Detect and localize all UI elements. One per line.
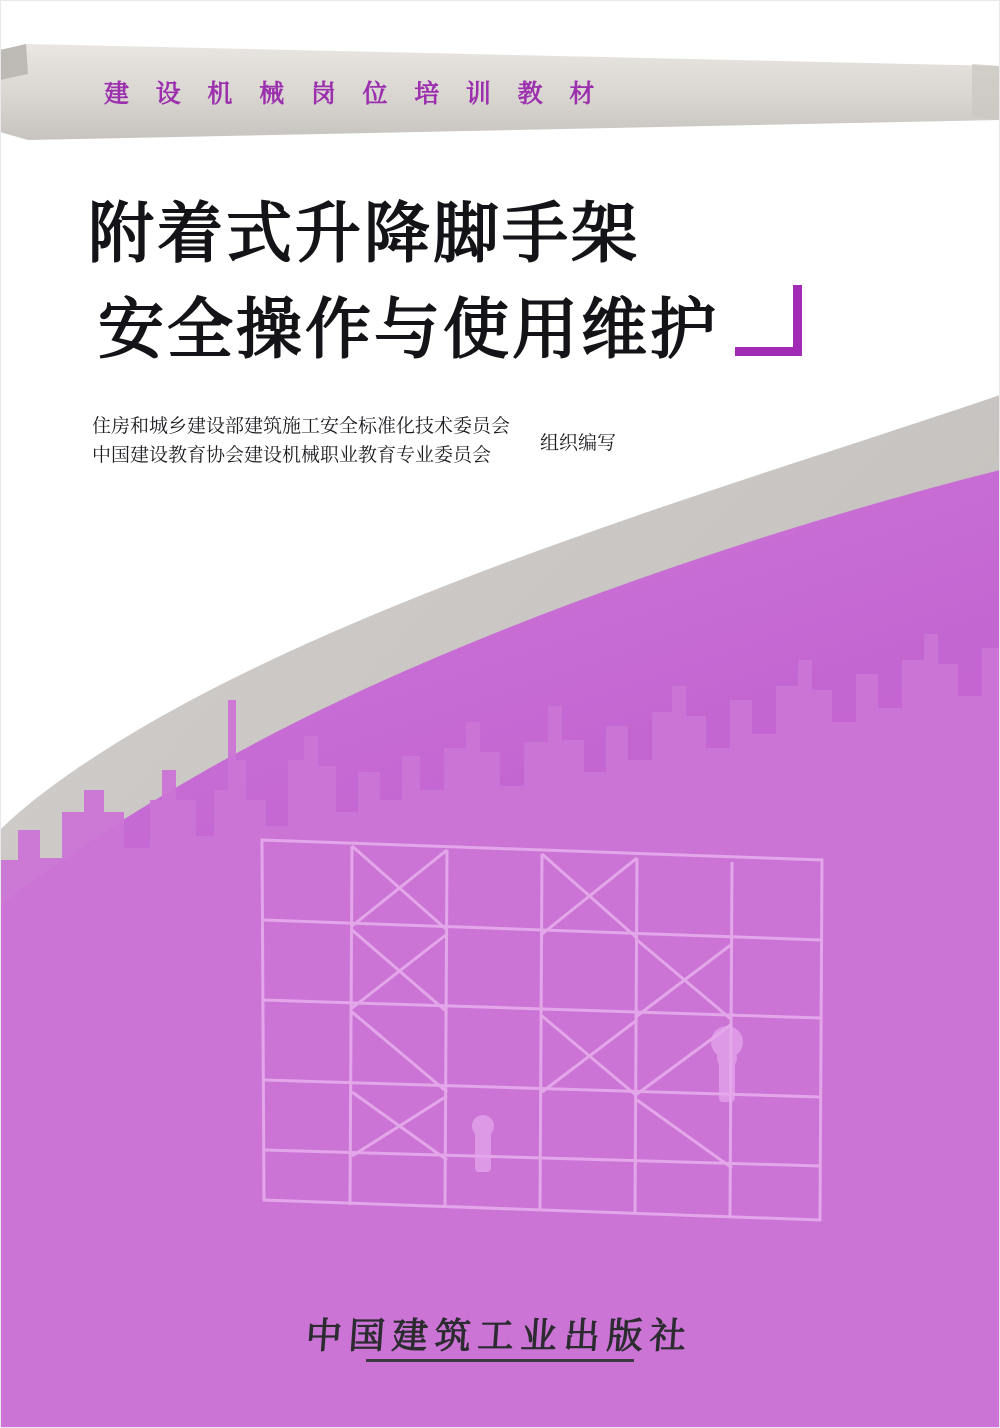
publisher-underline [366, 1359, 634, 1362]
corner-accent-mark [735, 285, 802, 356]
credit-role: 组织编写 [540, 431, 617, 454]
banner-title: 建 设 机 械 岗 位 培 训 教 材 [104, 79, 604, 108]
top-banner [0, 44, 1000, 140]
credit-line-1: 住房和城乡建设部建筑施工安全标准化技术委员会 [92, 415, 511, 437]
scaffold-photo [222, 800, 862, 1270]
title-line-2: 安全操作与使用维护 [98, 291, 719, 368]
credit-line-2: 中国建设教育协会建设机械职业教育专业委员会 [92, 444, 492, 466]
publisher-block [0, 1308, 1000, 1372]
publisher-name: 中国建筑工业出版社 [304, 1315, 695, 1357]
organization-credit [92, 412, 616, 470]
credit-organizations [92, 412, 510, 470]
book-title [88, 186, 719, 378]
title-line-1: 附着式升降脚手架 [88, 195, 640, 272]
